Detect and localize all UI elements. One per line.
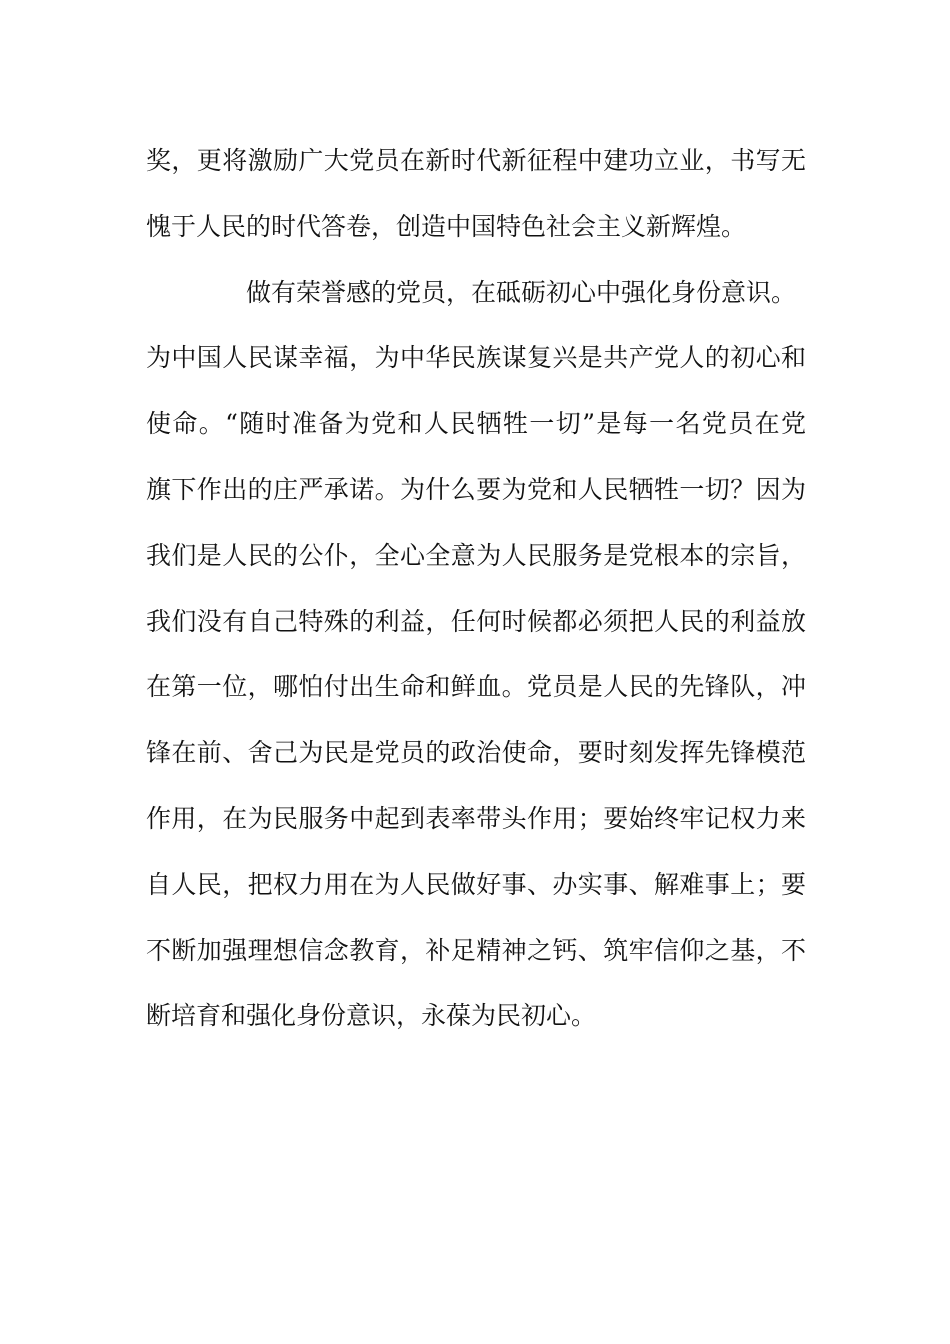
- text-line-9: 在第一位，哪怕付出生命和鲜血。党员是人民的先锋队，冲: [146, 672, 806, 702]
- text-line-12: 自人民，把权力用在为人民做好事、办实事、解难事上；要: [146, 869, 806, 899]
- text-line-4: 为中国人民谋幸福，为中华民族谋复兴是共产党人的初心和: [146, 343, 806, 373]
- text-line-5: 使命。“随时准备为党和人民牺牲一切”是每一名党员在党: [146, 409, 806, 439]
- text-line-1: 奖，更将激励广大党员在新时代新征程中建功立业，书写无: [146, 146, 806, 175]
- text-line-6: 旗下作出的庄严承诺。为什么要为党和人民牺牲一切？因为: [146, 474, 806, 504]
- text-line-2: 愧于人民的时代答卷，创造中国特色社会主义新辉煌。: [146, 211, 747, 241]
- section-heading: 做有荣誉感的党员，在砥砺初心中强化身份意识。: [246, 277, 797, 307]
- text-line-7: 我们是人民的公仆，全心全意为人民服务是党根本的宗旨，: [146, 540, 806, 570]
- text-line-10: 锋在前、舍己为民是党员的政治使命，要时刻发挥先锋模范: [146, 738, 806, 768]
- text-line-13: 不断加强理想信念教育，补足精神之钙、筑牢信仰之基，不: [146, 935, 806, 965]
- text-line-11: 作用，在为民服务中起到表率带头作用；要始终牢记权力来: [146, 803, 806, 833]
- text-line-14: 断培育和强化身份意识，永葆为民初心。: [146, 1001, 597, 1031]
- text-line-8: 我们没有自己特殊的利益，任何时候都必须把人民的利益放: [146, 606, 806, 636]
- body-text: [146, 128, 806, 1049]
